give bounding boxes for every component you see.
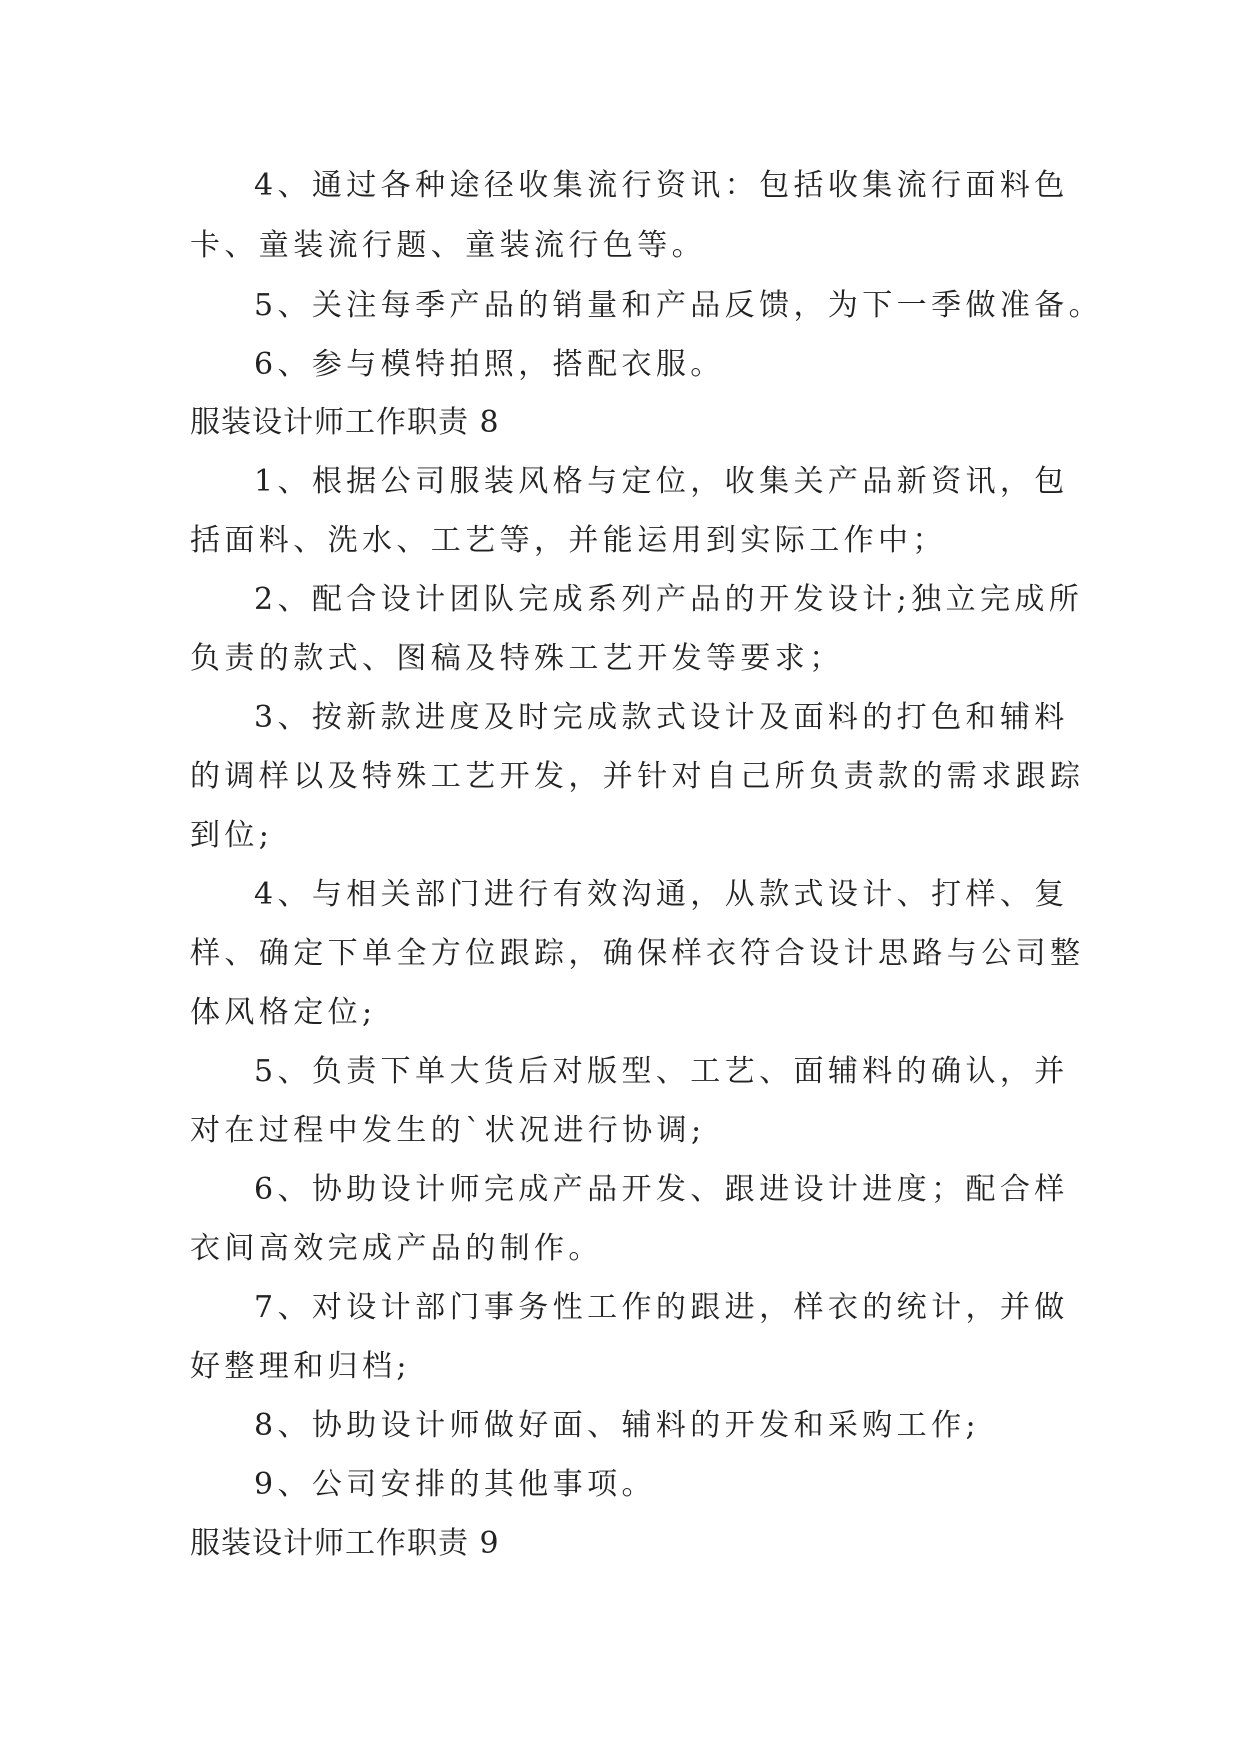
paragraph-line: 到位; bbox=[190, 818, 274, 853]
section-heading: 服装设计师工作职责 9 bbox=[190, 1526, 500, 1561]
paragraph-line: 的调样以及特殊工艺开发，并针对自己所负责款的需求跟踪 bbox=[190, 759, 1085, 794]
paragraph-line: 卡、童装流行题、童装流行色等。 bbox=[190, 228, 706, 263]
paragraph-line: 5、负责下单大货后对版型、工艺、面辅料的确认，并 bbox=[254, 1054, 1069, 1089]
paragraph-line: 体风格定位; bbox=[190, 995, 377, 1030]
paragraph-line: 6、参与模特拍照，搭配衣服。 bbox=[254, 347, 725, 382]
paragraph-line: 1、根据公司服装风格与定位，收集关产品新资讯，包 bbox=[254, 464, 1069, 499]
paragraph-line: 3、按新款进度及时完成款式设计及面料的打色和辅料 bbox=[254, 700, 1069, 735]
paragraph-line: 4、通过各种途径收集流行资讯：包括收集流行面料色 bbox=[254, 168, 1069, 203]
paragraph-line: 2、配合设计团队完成系列产品的开发设计;独立完成所 bbox=[254, 582, 1084, 617]
paragraph-line: 7、对设计部门事务性工作的跟进，样衣的统计，并做 bbox=[254, 1290, 1069, 1325]
paragraph-line: 8、协助设计师做好面、辅料的开发和采购工作; bbox=[254, 1408, 980, 1443]
paragraph-line: 9、公司安排的其他事项。 bbox=[254, 1467, 656, 1502]
paragraph-line: 衣间高效完成产品的制作。 bbox=[190, 1231, 603, 1266]
section-heading: 服装设计师工作职责 8 bbox=[190, 405, 500, 440]
paragraph-line: 样、确定下单全方位跟踪，确保样衣符合设计思路与公司整 bbox=[190, 936, 1085, 971]
paragraph-line: 好整理和归档; bbox=[190, 1349, 411, 1384]
paragraph-line: 对在过程中发生的`状况进行协调; bbox=[190, 1113, 706, 1148]
paragraph-line: 4、与相关部门进行有效沟通，从款式设计、打样、复 bbox=[254, 877, 1069, 912]
paragraph-line: 6、协助设计师完成产品开发、跟进设计进度；配合样 bbox=[254, 1172, 1069, 1207]
paragraph-line: 5、关注每季产品的销量和产品反馈，为下一季做准备。 bbox=[254, 288, 1104, 323]
paragraph-line: 括面料、洗水、工艺等，并能运用到实际工作中； bbox=[190, 523, 947, 558]
paragraph-line: 负责的款式、图稿及特殊工艺开发等要求； bbox=[190, 641, 844, 676]
